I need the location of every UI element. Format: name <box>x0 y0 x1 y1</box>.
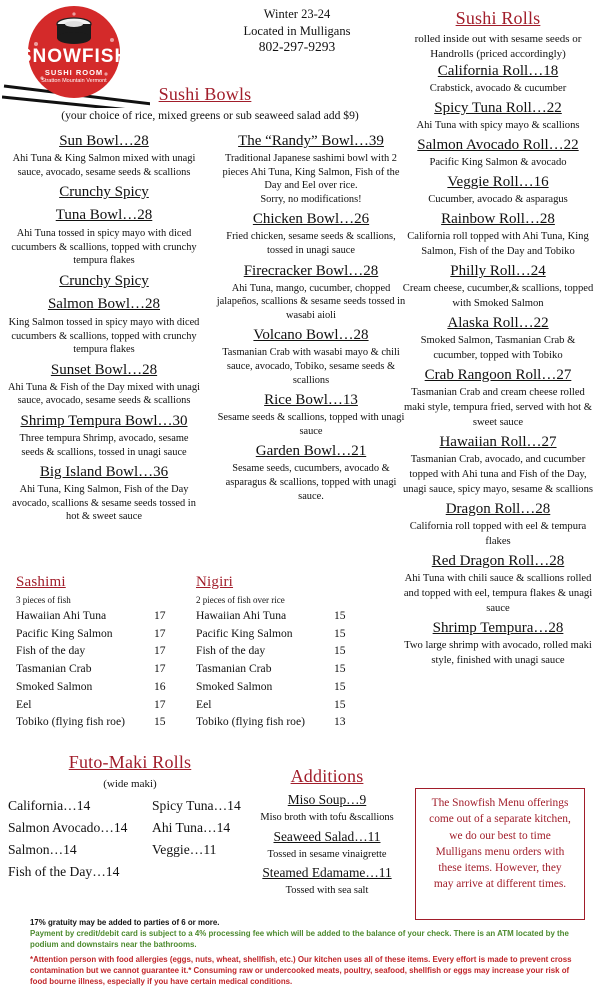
rolls-note: rolled inside out with sesame seeds or Handrolls (priced accordingly) <box>414 33 582 60</box>
price-item-name: Tobiko (flying fish roe) <box>196 715 305 729</box>
price-item-price: 15 <box>334 626 346 640</box>
bowl-name-2: Tuna Bowl…28 <box>55 207 153 224</box>
bowls-note: (your choice of rice, mixed greens or sub seaweed salad add $9) <box>61 109 359 122</box>
futo-item: Veggie…11 <box>152 842 217 857</box>
roll-name: Dragon Roll…28 <box>445 501 551 517</box>
price-item-name: Smoked Salmon <box>16 679 93 693</box>
roll-desc: Cucumber, avocado & asparagus <box>428 194 568 205</box>
price-item-name: Hawaiian Ahi Tuna <box>196 609 287 622</box>
bowl-desc: Tasmanian Crab with wasabi mayo & chili sauce, avocado, Tobiko, sesame seeds & scallions <box>222 347 400 386</box>
futo-title: Futo-Maki Rolls <box>68 752 192 772</box>
additions-list <box>252 791 402 898</box>
logo-brand: SNOWFISH <box>18 46 130 67</box>
roll-item <box>400 500 596 549</box>
location: Located in Mulligans <box>243 23 351 38</box>
roll-desc: Tasmanian Crab, avocado, and cucumber topped with Ahi tuna and Fish of the Day, unagi sauce, spicy mayo, sesame & scallions <box>402 454 594 495</box>
nigiri-title: Nigiri <box>196 574 234 590</box>
futo-note: (wide maki) <box>103 778 157 790</box>
bowl-desc: Traditional Japanese sashimi bowl with 2 pieces Ahi Tuna, King Salmon, Fish of the Day and Eel over rice. <box>222 153 400 192</box>
bowl-desc: Ahi Tuna tossed in spicy mayo with diced cucumbers & scallions, topped with crunchy tempura flakes <box>11 228 197 267</box>
bowl-desc-2: Sorry, no modifications! <box>260 193 362 205</box>
price-row <box>196 660 356 678</box>
rolls-list <box>400 62 596 668</box>
roll-item <box>400 210 596 259</box>
bowl-name: Volcano Bowl…28 <box>253 327 369 344</box>
roll-name: Spicy Tuna Roll…22 <box>434 100 562 116</box>
footer-allergy: *Attention person with food allergies (eggs, nuts, wheat, shellfish, etc.) Our kitchen uses all of these items. Every effort is made to prevent cross contamination but we cannot guarantee it.* Consuming raw or undercooked meats, poultry, seafood, shellfish or eggs may increase your risk of food bourne illness, especially if you have certain medical conditions. <box>30 955 572 986</box>
bowl-item <box>8 463 200 524</box>
roll-desc: Cream cheese, cucumber,& scallions, topped with Smoked Salmon <box>402 283 594 309</box>
price-item-name: Pacific King Salmon <box>196 626 293 640</box>
rolls-column <box>400 8 596 668</box>
roll-name: California Roll…18 <box>437 63 559 79</box>
roll-desc: Ahi Tuna with spicy mayo & scallions <box>416 120 580 131</box>
logo <box>2 4 150 108</box>
roll-name: Crab Rangoon Roll…27 <box>424 367 572 383</box>
price-item-name: Eel <box>196 697 212 711</box>
price-row <box>196 696 356 714</box>
bowl-item <box>8 183 200 268</box>
roll-item <box>400 62 596 96</box>
footer <box>30 918 580 988</box>
roll-name: Veggie Roll…16 <box>447 174 549 190</box>
bowl-name: The “Randy” Bowl…39 <box>238 133 384 149</box>
bowl-name: Firecracker Bowl…28 <box>243 262 379 279</box>
footer-payment: Payment by credit/debit card is subject to a 4% processing fee which will be added to the balance of your check. There is an ATM located by the podium and downstairs near the bathrooms. <box>30 928 569 949</box>
bowl-desc: Three tempura Shrimp, avocado, sesame seeds & scallions, tossed in unagi sauce <box>19 432 189 458</box>
notice-box <box>415 788 585 920</box>
nigiri-list <box>196 607 356 731</box>
header-block <box>212 6 382 56</box>
price-item-price: 15 <box>334 609 346 622</box>
roll-desc: Smoked Salmon, Tasmanian Crab & cucumber, topped with Tobiko <box>420 335 576 361</box>
futo-item: Salmon…14 <box>8 842 77 857</box>
rolls-title: Sushi Rolls <box>455 8 541 28</box>
roll-name: Salmon Avocado Roll…22 <box>417 137 579 153</box>
roll-name: Hawaiian Roll…27 <box>439 434 557 450</box>
bowl-desc: Sesame seeds, cucumbers, avocado & asparagus & scallions, topped with unagi sauce. <box>225 463 397 502</box>
sashimi-list <box>16 607 176 731</box>
roll-desc: California roll topped with Ahi Tuna, King Salmon, Fish of the Day and Tobiko <box>407 231 589 257</box>
bowl-item <box>216 391 406 438</box>
bowl-item <box>216 210 406 257</box>
roll-item <box>400 433 596 497</box>
price-item-name: Tobiko (flying fish roe) <box>16 715 125 729</box>
phone: 802-297-9293 <box>258 39 336 54</box>
bowl-desc: Ahi Tuna, King Salmon, Fish of the Day avocado, scallions & sesame seeds tossed in hot & sweet sauce <box>12 484 196 523</box>
bowl-item <box>8 132 200 179</box>
sashimi-note: 3 pieces of fish <box>16 595 71 605</box>
roll-item <box>400 136 596 170</box>
price-item-price: 13 <box>334 715 346 729</box>
roll-desc: California roll topped with eel & tempura flakes <box>409 521 587 547</box>
bowl-name: Sunset Bowl…28 <box>50 361 158 378</box>
roll-desc: Two large shrimp with avocado, rolled maki style, finished with unagi sauce <box>404 640 592 666</box>
roll-name: Red Dragon Roll…28 <box>431 553 565 569</box>
season: Winter 23-24 <box>263 7 331 21</box>
logo-sub: SUSHI ROOM <box>44 68 104 77</box>
roll-item <box>400 366 596 430</box>
price-row <box>16 625 176 643</box>
additions-title: Additions <box>290 766 364 786</box>
bowl-item <box>8 412 200 459</box>
price-row <box>196 713 356 731</box>
bowl-desc: Ahi Tuna & King Salmon mixed with unagi sauce, avocado, sesame seeds & scallions <box>12 153 196 178</box>
bowl-item <box>216 442 406 503</box>
price-row <box>196 678 356 696</box>
futo-col2 <box>152 795 262 861</box>
bowls-mid-column <box>216 132 406 503</box>
roll-desc: Crabstick, avocado & cucumber <box>429 83 567 94</box>
price-item-name: Pacific King Salmon <box>16 626 113 640</box>
price-item-price: 17 <box>154 662 166 676</box>
bowl-desc: Ahi Tuna & Fish of the Day mixed with unagi sauce, avocado, sesame seeds & scallions <box>8 381 200 407</box>
bowl-name: Big Island Bowl…36 <box>39 464 169 481</box>
addition-item <box>252 828 402 862</box>
roll-item <box>400 314 596 363</box>
bowl-desc: King Salmon tossed in spicy mayo with diced cucumbers & scallions, topped with crunchy tempura flakes <box>8 316 200 356</box>
price-item-name: Smoked Salmon <box>196 679 273 693</box>
roll-desc: Pacific King Salmon & avocado <box>429 157 567 168</box>
price-item-price: 15 <box>334 662 346 676</box>
roll-name: Alaska Roll…22 <box>447 315 549 331</box>
price-item-name: Eel <box>16 697 32 711</box>
bowl-name: Garden Bowl…21 <box>255 443 367 460</box>
bowl-name: Sun Bowl…28 <box>59 133 149 149</box>
futo-col1 <box>8 795 153 883</box>
addition-desc: Tossed with sea salt <box>285 885 369 897</box>
price-item-name: Tasmanian Crab <box>16 662 92 676</box>
bowls-title: Sushi Bowls <box>158 84 252 104</box>
bowl-item <box>216 326 406 387</box>
footer-gratuity: 17% gratuity may be added to parties of 6 or more. <box>30 918 220 927</box>
roll-item <box>400 262 596 311</box>
price-item-price: 15 <box>154 715 166 729</box>
futo-item: Ahi Tuna…14 <box>152 820 231 835</box>
addition-name: Steamed Edamame…11 <box>262 865 392 881</box>
bowl-name: Crunchy Spicy <box>59 272 149 289</box>
futo-item: Spicy Tuna…14 <box>152 798 241 813</box>
nigiri-note: 2 pieces of fish over rice <box>196 595 285 605</box>
price-item-price: 15 <box>334 697 346 711</box>
addition-item <box>252 864 402 898</box>
roll-name: Shrimp Tempura…28 <box>432 620 564 636</box>
price-item-price: 17 <box>154 697 166 711</box>
price-item-price: 17 <box>154 609 166 622</box>
bowl-name: Shrimp Tempura Bowl…30 <box>20 412 188 429</box>
roll-desc: Ahi Tuna with chili sauce & scallions rolled and topped with eel, tempura flakes & unagi sauce <box>403 573 593 614</box>
futo-item: Salmon Avocado…14 <box>8 820 128 835</box>
price-item-name: Tasmanian Crab <box>196 662 272 676</box>
roll-name: Philly Roll…24 <box>450 263 546 279</box>
price-item-price: 17 <box>154 644 166 658</box>
price-row <box>16 696 176 714</box>
price-row <box>16 713 176 731</box>
notice-text: The Snowfish Menu offerings come out of a separate kitchen, we do our best to time Mulligans menu orders with these items. However, they may arrive at different times. <box>429 797 571 891</box>
bowl-item <box>8 272 200 357</box>
price-item-name: Hawaiian Ahi Tuna <box>16 609 107 622</box>
bowl-name: Crunchy Spicy <box>59 184 149 201</box>
price-row <box>16 678 176 696</box>
futo-item: Fish of the Day…14 <box>8 864 120 879</box>
bowl-item <box>8 361 200 408</box>
bowl-name-2: Salmon Bowl…28 <box>47 295 161 312</box>
price-row <box>16 607 176 625</box>
price-row <box>16 660 176 678</box>
price-item-name: Fish of the day <box>196 644 266 658</box>
sashimi-section <box>16 574 176 731</box>
price-item-price: 15 <box>334 644 346 658</box>
roll-item <box>400 99 596 133</box>
roll-item <box>400 552 596 616</box>
addition-item <box>252 791 402 825</box>
futo-item: California…14 <box>8 798 91 813</box>
price-row <box>196 607 356 625</box>
roll-desc: Tasmanian Crab and cream cheese rolled maki style, tempura fried, served with hot & sweet sauce <box>404 387 592 428</box>
bowl-name: Chicken Bowl…26 <box>252 211 370 228</box>
roll-item <box>400 619 596 668</box>
price-item-price: 15 <box>334 679 346 693</box>
price-row <box>196 625 356 643</box>
addition-name: Seaweed Salad…11 <box>273 828 381 844</box>
addition-desc: Miso broth with tofu &scallions <box>260 812 394 823</box>
additions-section <box>252 766 402 898</box>
sashimi-title: Sashimi <box>16 574 66 590</box>
price-item-name: Fish of the day <box>16 644 86 658</box>
bowl-desc: Fried chicken, sesame seeds & scallions, tossed in unagi sauce <box>226 231 396 256</box>
nigiri-section <box>196 574 356 731</box>
logo-sub2: Stratton Mountain Vermont <box>41 78 107 84</box>
price-row <box>16 642 176 660</box>
roll-item <box>400 173 596 207</box>
bowl-desc: Ahi Tuna, mango, cucumber, chopped jalapeños, scallions & sesame seeds tossed in wasabi aioli <box>216 282 406 321</box>
roll-name: Rainbow Roll…28 <box>441 211 555 227</box>
bowl-desc: Sesame seeds & scallions, topped with unagi sauce <box>217 412 405 437</box>
price-row <box>196 642 356 660</box>
bowl-name: Rice Bowl…13 <box>264 392 358 409</box>
bowl-item <box>216 132 406 206</box>
bowls-left-column <box>8 132 200 524</box>
addition-name: Miso Soup…9 <box>287 792 367 807</box>
price-item-price: 17 <box>154 626 166 640</box>
price-item-price: 16 <box>154 679 166 693</box>
addition-desc: Tossed in sesame vinaigrette <box>267 848 387 860</box>
bowl-item <box>216 262 406 323</box>
